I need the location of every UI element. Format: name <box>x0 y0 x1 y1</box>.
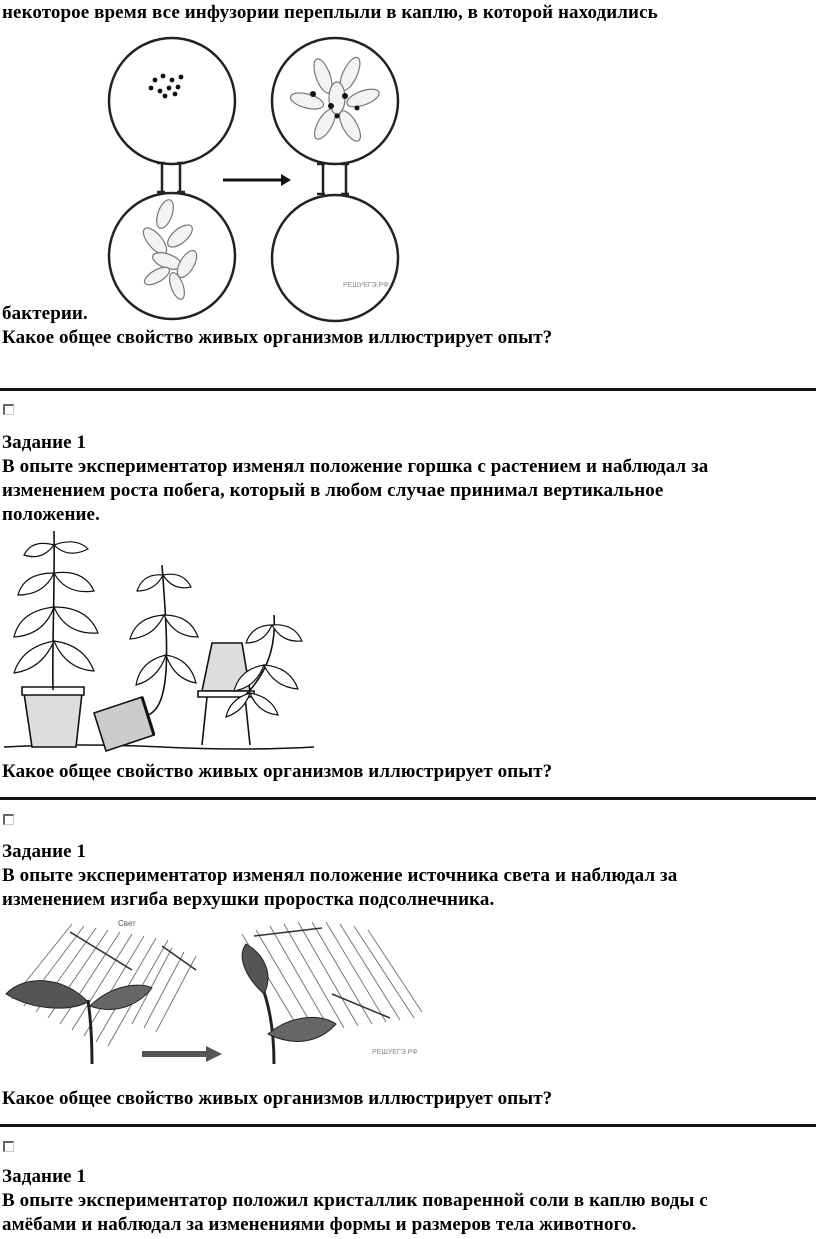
light-label: Свет <box>118 919 136 928</box>
intro-text-line2: бактерии. <box>2 303 88 324</box>
task3-line1: В опыте экспериментатор положил кристаллик поваренной соли в каплю воды с <box>2 1190 708 1211</box>
ciliates-experiment-figure <box>95 36 415 326</box>
task-checkbox-icon[interactable] <box>3 404 14 415</box>
divider <box>0 1124 816 1127</box>
divider <box>0 388 816 391</box>
task2-line2: изменением изгиба верхушки проростка подсолнечника. <box>2 889 495 910</box>
watermark-text: РЕШУЕГЭ.РФ <box>343 282 389 289</box>
task-checkbox-icon[interactable] <box>3 814 14 825</box>
task1-line2: изменением роста побега, который в любом случае принимал вертикальное <box>2 480 664 501</box>
task3-line2: амёбами и наблюдал за изменениями формы и размеров тела животного. <box>2 1214 637 1235</box>
task1-title: Задание 1 <box>2 432 87 453</box>
task3-title: Задание 1 <box>2 1166 87 1187</box>
plant-pots-figure <box>2 525 318 757</box>
task-checkbox-icon[interactable] <box>3 1141 14 1152</box>
intro-text-line1: некоторое время все инфузории переплыли в каплю, в которой находились <box>2 2 658 23</box>
task1-line1: В опыте экспериментатор изменял положение горшка с растением и наблюдал за <box>2 456 709 477</box>
divider <box>0 797 816 800</box>
sunflower-light-figure <box>2 914 426 1070</box>
task2-line1: В опыте экспериментатор изменял положение источника света и наблюдал за <box>2 865 678 886</box>
task1-question: Какое общее свойство живых организмов иллюстрирует опыт? <box>2 761 553 782</box>
intro-question: Какое общее свойство живых организмов иллюстрирует опыт? <box>2 327 553 348</box>
task2-question: Какое общее свойство живых организмов иллюстрирует опыт? <box>2 1088 553 1109</box>
task2-title: Задание 1 <box>2 841 87 862</box>
watermark-text: РЕШУЕГЭ.РФ <box>372 1049 418 1056</box>
task1-line3: положение. <box>2 504 100 525</box>
